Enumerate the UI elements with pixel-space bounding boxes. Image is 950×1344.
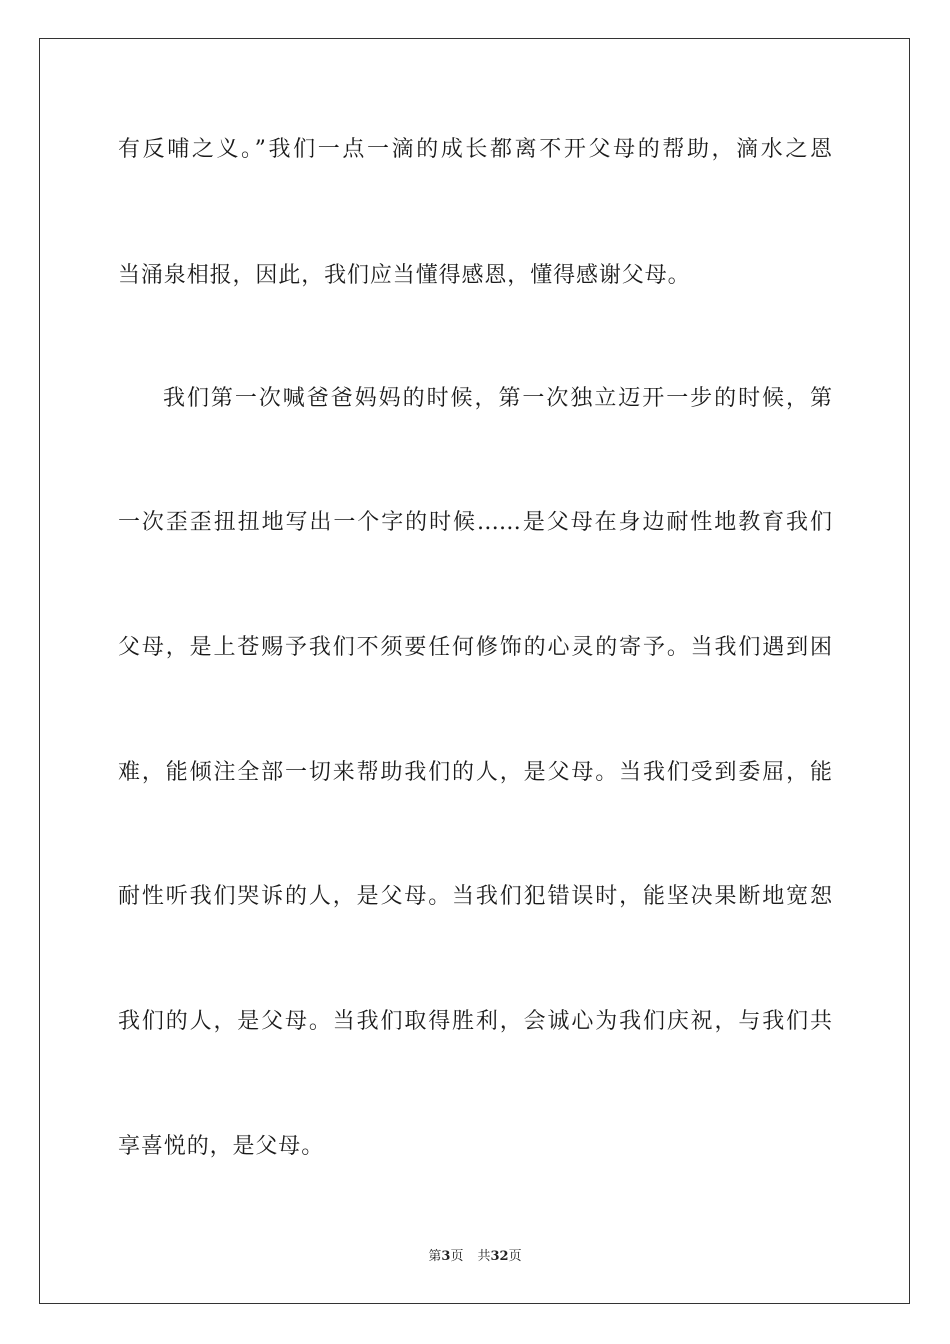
total-label-suffix: 页 xyxy=(508,1249,522,1264)
paragraph-line-4: 一次歪歪扭扭地写出一个字的时候……是父母在身边耐性地教育我们 xyxy=(118,510,832,535)
paragraph-line-5: 父母，是上苍赐予我们不须要任何修饰的心灵的寄予。当我们遇到困 xyxy=(118,635,832,660)
page-border xyxy=(39,38,910,1304)
paragraph-line-2: 当涌泉相报，因此，我们应当懂得感恩，懂得感谢父母。 xyxy=(118,263,691,288)
current-page-number: 3 xyxy=(441,1249,451,1264)
paragraph-line-6: 难，能倾注全部一切来帮助我们的人，是父母。当我们受到委屈，能 xyxy=(118,760,832,785)
page-label-prefix: 第 xyxy=(428,1249,442,1264)
paragraph-line-8: 我们的人，是父母。当我们取得胜利，会诚心为我们庆祝，与我们共 xyxy=(118,1009,832,1034)
total-page-count: 32 xyxy=(490,1249,509,1264)
total-label-prefix: 共 xyxy=(477,1249,491,1264)
paragraph-line-3: 我们第一次喊爸爸妈妈的时候，第一次独立迈开一步的时候，第 xyxy=(163,386,832,411)
paragraph-line-1: 有反哺之义。”我们一点一滴的成长都离不开父母的帮助，滴水之恩 xyxy=(118,137,832,162)
paragraph-line-9: 享喜悦的，是父母。 xyxy=(118,1134,325,1159)
page-label-suffix: 页 xyxy=(450,1249,464,1264)
paragraph-line-7: 耐性听我们哭诉的人，是父母。当我们犯错误时，能坚决果断地宽恕 xyxy=(118,884,832,909)
page-footer xyxy=(0,1248,950,1266)
